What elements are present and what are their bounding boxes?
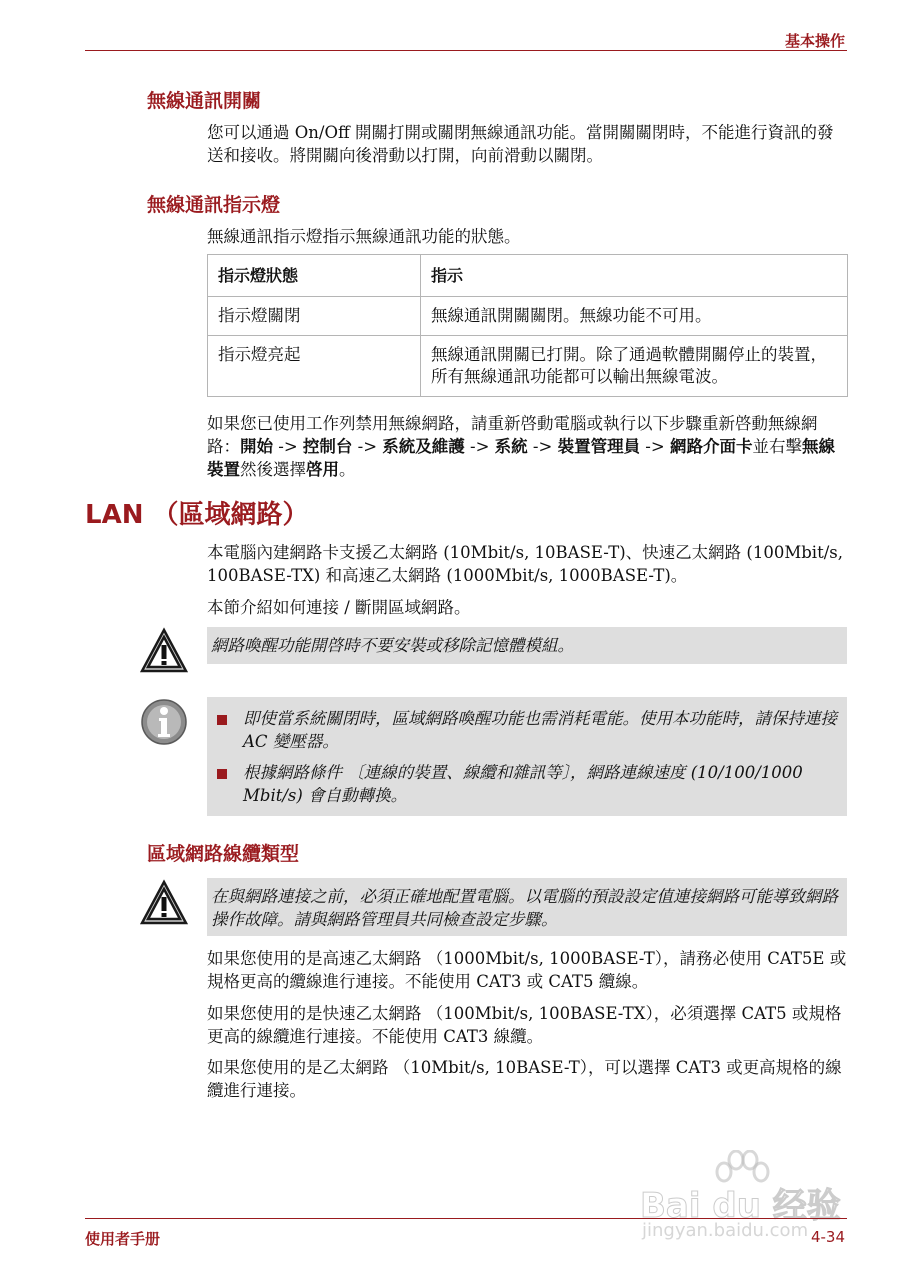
menu-path-wireless-device: 無線裝置 xyxy=(207,437,835,479)
menu-path-system: 系統 xyxy=(494,437,528,456)
footer-rule xyxy=(85,1218,847,1219)
table-cell: 無線通訊開關已打開。除了通過軟體開關停止的裝置，所有無線通訊功能都可以輸出無線電波。 xyxy=(421,336,848,397)
menu-path-device-manager: 裝置管理員 xyxy=(557,437,641,456)
menu-path-network-card: 網路介面卡 xyxy=(669,437,753,456)
section-heading-wireless-switch: 無線通訊開關 xyxy=(147,90,262,112)
paragraph-cable-ethernet: 如果您使用的是乙太網路 （10Mbit/s, 10BASE-T），可以選擇 CAT3 或更高規格的線纜進行連接。 xyxy=(207,1058,842,1100)
bullet-square-icon xyxy=(217,715,227,725)
menu-path-control-panel: 控制台 xyxy=(302,437,353,456)
watermark-url: jingyan.baidu.com xyxy=(642,1220,809,1241)
table-cell: 指示燈亮起 xyxy=(208,336,421,397)
list-item-text: 即使當系統關閉時，區域網路喚醒功能也需消耗電能。使用本功能時，請保持連接 AC 變壓器。 xyxy=(243,709,837,751)
info-icon xyxy=(140,698,188,746)
text-segment: 並右擊 xyxy=(752,437,802,456)
text-segment: 然後選擇 xyxy=(240,460,306,479)
path-arrow: -> xyxy=(527,437,558,456)
list-item xyxy=(211,761,843,807)
header-rule xyxy=(85,50,847,51)
table-header-cell: 指示燈狀態 xyxy=(208,255,421,297)
section-heading-lan-cable: 區域網路線纜類型 xyxy=(147,843,300,865)
path-arrow: -> xyxy=(273,437,303,456)
text-segment: 如果您已使用工作列禁用無線網路，請重新啓動電腦或執行以下步驟重新啓動無線網路： xyxy=(207,414,818,456)
paragraph-reenable-wireless xyxy=(207,412,847,481)
running-header: 基本操作 xyxy=(784,32,845,50)
menu-path-enable: 啓用 xyxy=(306,460,339,479)
list-item xyxy=(211,707,843,753)
bullet-square-icon xyxy=(217,769,227,779)
caution-triangle-icon xyxy=(140,879,188,927)
paragraph-lan-intro: 本節介紹如何連接 / 斷開區域網路。 xyxy=(207,598,471,617)
list-item-text: 根據網路條件 〔連線的裝置、線纜和雜訊等〕，網路連線速度 (10/100/1000 Mbit/s) 會自動轉換。 xyxy=(243,763,803,805)
text-segment: 。 xyxy=(339,460,356,479)
table-cell: 無線通訊開關關閉。無線功能不可用。 xyxy=(421,297,848,336)
table-row xyxy=(208,297,848,336)
info-note-list xyxy=(211,707,843,807)
table-row xyxy=(208,336,848,397)
path-arrow: -> xyxy=(352,437,383,456)
paragraph-cable-fast-ethernet: 如果您使用的是快速乙太網路 （100Mbit/s, 100BASE-TX），必須選擇 CAT5 或規格更高的線纜進行連接。不能使用 CAT3 線纜。 xyxy=(207,1004,842,1046)
caution-triangle-icon xyxy=(140,627,188,675)
watermark-brand: Bai du 经验 xyxy=(640,1186,841,1226)
paragraph-lan-support: 本電腦內建網路卡支援乙太網路 (10Mbit/s, 10BASE-T)、快速乙太網路 (100Mbit/s, 100BASE-TX) 和高速乙太網路 (1000Mbit/s, 1000BASE-T)。 xyxy=(207,543,843,585)
path-arrow: -> xyxy=(640,437,670,456)
paragraph-indicator-intro: 無線通訊指示燈指示無線通訊功能的狀態。 xyxy=(207,227,521,246)
table-cell: 指示燈關閉 xyxy=(208,297,421,336)
caution-note-wake-on-lan: 網路喚醒功能開啓時不要安裝或移除記憶體模組。 xyxy=(207,627,847,664)
chapter-heading-lan: LAN （區域網路） xyxy=(85,500,309,530)
section-heading-wireless-indicator: 無線通訊指示燈 xyxy=(147,194,281,216)
info-note-box xyxy=(207,697,847,816)
table-header-cell: 指示 xyxy=(421,255,848,297)
menu-path-system-maintenance: 系統及維護 xyxy=(382,437,465,456)
path-arrow: -> xyxy=(464,437,495,456)
page-number: 4-34 xyxy=(810,1228,845,1246)
menu-path-start: 開始 xyxy=(240,437,273,456)
table-header-row xyxy=(208,255,848,297)
caution-note-network-config: 在與網路連接之前，必須正確地配置電腦。以電腦的預設設定值連接網路可能導致網路操作故障。請與網路管理員共同檢查設定步驟。 xyxy=(207,878,847,936)
indicator-status-table xyxy=(207,254,848,397)
footer-manual-title: 使用者手册 xyxy=(85,1230,161,1248)
paragraph-wireless-switch: 您可以通過 On/Off 開關打開或關閉無線通訊功能。當開關關閉時，不能進行資訊的發送和接收。將開關向後滑動以打開，向前滑動以關閉。 xyxy=(207,123,834,165)
baidu-watermark xyxy=(640,1150,855,1240)
paragraph-cable-gigabit: 如果您使用的是高速乙太網路 （1000Mbit/s, 1000BASE-T），請務必使用 CAT5E 或規格更高的纜線進行連接。不能使用 CAT3 或 CAT5 纜線。 xyxy=(207,949,847,991)
